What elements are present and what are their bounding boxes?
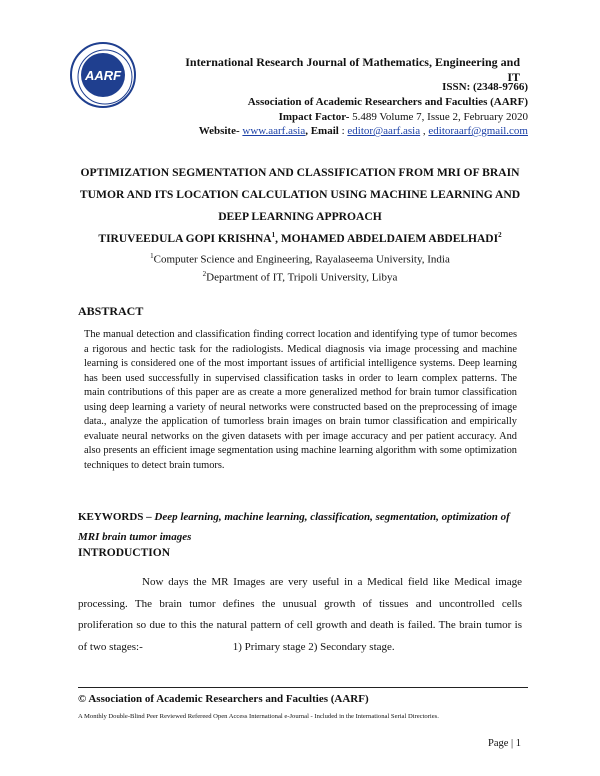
website-link[interactable]: www.aarf.asia: [242, 125, 306, 137]
contact-line: [199, 125, 528, 137]
abstract-heading: ABSTRACT: [78, 304, 144, 318]
introduction-text: Now days the MR Images are very useful in a Medical field like Medical image processing. The brain tumor defines the unusual growth of tissues and uncontrolled cells proliferation so due to this the natural pattern of cell growth and death is failed. The brain tumor is of two stages:-: [78, 576, 522, 653]
email-comma: ,: [420, 125, 429, 137]
keywords-text: Deep learning, machine learning, classification, segmentation, optimization of MRI brain tumor images: [78, 511, 510, 543]
impact-label: Impact Factor-: [278, 111, 350, 123]
introduction-stages: 1) Primary stage 2) Secondary stage.: [232, 640, 395, 653]
issn: ISSN: (2348-9766): [442, 81, 528, 93]
keywords-label: KEYWORDS –: [78, 511, 155, 523]
journal-name: International Research Journal of Mathematics, Engineering and IT: [185, 55, 520, 84]
keywords: [78, 507, 522, 547]
page-value: 1: [515, 738, 522, 749]
abstract-text: The manual detection and classification finding correct location and identifying type of tumor becomes a rigorous and hectic task for the radiologists. Medical diagnosis via image processing and machine learning is considered one of the most important issues of artificial intelligence systems. Deep learning has been used successfully in supervised classification tasks in order to learn complex patterns. The main contributions of this paper are as create a more generalized method for brain tumor classification using deep learning a variety of neural networks were constructed based on the preprocessing of image data., analyze the application of tumorless brain images on brain tumor classification and empirically evaluate neural networks on the given datasets with per image accuracy and per patient accuracy. And also presents an efficient image segmentation using machine learning algorithm with some optimization techniques to detect brain tumors.: [84, 329, 517, 471]
page-number: [488, 738, 521, 749]
association-name: Association of Academic Researchers and Faculties (AARF): [247, 96, 528, 108]
website-label: Website-: [198, 125, 240, 137]
paper-title: [60, 162, 540, 228]
title-line-2: TUMOR AND ITS LOCATION CALCULATION USING MACHINE LEARNING AND: [79, 188, 521, 201]
page-label: Page |: [488, 738, 516, 749]
author-1: TIRUVEEDULA GOPI KRISHNA: [98, 232, 272, 245]
title-line-1: OPTIMIZATION SEGMENTATION AND CLASSIFICATION FROM MRI OF BRAIN: [80, 166, 520, 179]
author-1-sup: 1: [271, 231, 276, 239]
affiliation-1: [60, 252, 540, 266]
authors: [60, 231, 540, 245]
logo-text: AARF: [81, 53, 125, 97]
footer-subtitle: A Monthly Double-Blind Peer Reviewed Refereed Open Access International e-Journal - Included in the International Serial Directories.: [78, 713, 439, 720]
introduction-body: [78, 572, 522, 658]
impact-value: 5.489 Volume 7, Issue 2, February 2020: [349, 111, 528, 123]
affiliation-2-text: Department of IT, Tripoli University, Libya: [206, 271, 398, 284]
footer-divider: [78, 687, 528, 688]
email-label: , Email: [305, 125, 339, 137]
affiliation-1-text: Computer Science and Engineering, Rayalaseema University, India: [153, 253, 450, 266]
affiliation-1-sup: 1: [150, 252, 154, 260]
author-2: MOHAMED ABDELDAIEM ABDELHADI: [280, 232, 499, 245]
introduction-paragraph: [78, 572, 522, 658]
aarf-logo: [70, 42, 136, 108]
footer-copyright: © Association of Academic Researchers and Faculties (AARF): [78, 693, 369, 705]
affiliation-2-sup: 2: [202, 270, 207, 278]
impact-line: [279, 111, 528, 123]
email-separator: :: [338, 125, 348, 137]
affiliation-2: [60, 270, 540, 284]
author-separator: ,: [275, 232, 281, 245]
email-link-2[interactable]: editoraarf@gmail.com: [428, 125, 528, 137]
author-2-sup: 2: [498, 231, 502, 239]
email-link-1[interactable]: editor@aarf.asia: [347, 125, 421, 137]
title-line-3: DEEP LEARNING APPROACH: [218, 210, 382, 223]
introduction-heading: INTRODUCTION: [78, 547, 171, 559]
